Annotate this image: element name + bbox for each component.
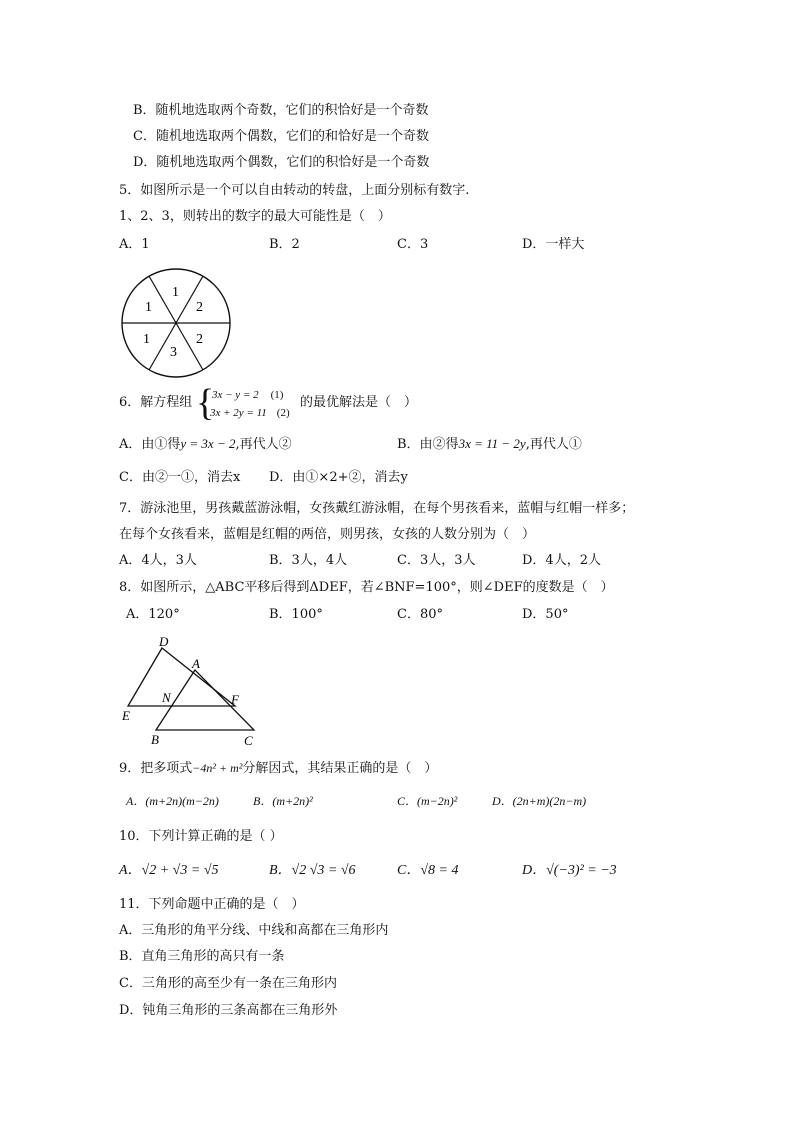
q11-option-d: D．钝角三角形的三条高都在三角形外 xyxy=(119,1003,338,1018)
q8-option-c: C．80° xyxy=(397,607,443,622)
q8-option-d: D．50° xyxy=(522,607,569,622)
q7-option-b: B．3人，4人 xyxy=(269,553,348,568)
q10-stem: 10．下列计算正确的是（ ） xyxy=(119,829,283,844)
q8-stem: 8．如图所示，△ABC平移后得到ΔDEF，若∠BNF=100°，则∠DEF的度数是（ ） xyxy=(119,580,614,595)
q11-option-c: C．三角形的高至少有一条在三角形内 xyxy=(119,976,337,991)
q5-option-c: C．3 xyxy=(397,237,429,252)
q9-stem: 9．把多项式−4n² + m²分解因式，其结果正确的是（ ） xyxy=(119,761,438,776)
wheel-sector-lower-right: 2 xyxy=(196,332,203,347)
q9-option-d: D．(2n+m)(2n−m) xyxy=(492,794,587,808)
label-c: C xyxy=(244,733,253,748)
q7-stem-line2: 在每个女孩看来，蓝帽是红帽的两倍，则男孩，女孩的人数分别为（ ） xyxy=(119,527,536,542)
q8-option-a: A．120° xyxy=(126,607,180,622)
wheel-sector-upper-left: 1 xyxy=(145,300,152,315)
label-a: A xyxy=(192,656,200,671)
q9-option-a: A．(m+2n)(m−2n) xyxy=(126,794,219,808)
q11-option-b: B．直角三角形的高只有一条 xyxy=(119,949,285,964)
label-f: F xyxy=(231,692,239,707)
triangle-abc xyxy=(156,670,254,730)
q11-stem: 11．下列命题中正确的是（ ） xyxy=(119,897,305,912)
q7-option-c: C．3人，3人 xyxy=(397,553,476,568)
q6-equation-2: 3x + 2y = 11 (2) xyxy=(210,407,290,419)
q6-stem-suffix: 的最优解法是（ ） xyxy=(300,395,418,410)
q7-option-a: A．4人，3人 xyxy=(119,553,197,568)
q10-option-a: A．√2 + √3 = √5 xyxy=(119,863,219,878)
q11-option-a: A．三角形的角平分线、中线和高都在三角形内 xyxy=(119,923,389,938)
q9-option-c: C．(m−2n)² xyxy=(397,794,458,808)
label-e: E xyxy=(122,708,130,723)
wheel-sector-top: 1 xyxy=(172,285,179,300)
triangle-def xyxy=(128,648,235,706)
q5-stem-line2: 1、2、3，则转出的数字的最大可能性是（ ） xyxy=(119,209,391,224)
label-b: B xyxy=(151,732,159,747)
label-d: D xyxy=(159,634,169,649)
translated-triangles-figure xyxy=(118,632,268,750)
q5-option-b: B．2 xyxy=(269,237,300,252)
q4-option-d: D．随机地选取两个偶数，它们的积恰好是一个奇数 xyxy=(133,155,430,170)
spinner-wheel-figure xyxy=(120,268,232,380)
wheel-sector-lower-left: 1 xyxy=(143,332,150,347)
label-n: N xyxy=(162,690,171,705)
wheel-sector-upper-right: 2 xyxy=(196,300,203,315)
q4-option-b: B．随机地选取两个奇数，它们的积恰好是一个奇数 xyxy=(133,103,429,118)
q5-option-a: A．1 xyxy=(119,237,150,252)
q6-option-b: B．由②得3x = 11 − 2y,再代人① xyxy=(397,436,582,452)
q6-option-a: A．由①得y = 3x − 2,再代人② xyxy=(119,436,292,452)
q8-option-b: B．100° xyxy=(269,607,323,622)
q6-option-c: C．由②一①，消去x xyxy=(119,470,241,485)
q6-equation-1: 3x − y = 2 (1) xyxy=(212,389,284,401)
q7-stem-line1: 7．游泳池里，男孩戴蓝游泳帽，女孩戴红游泳帽，在每个男孩看来，蓝帽与红帽一样多； xyxy=(119,501,635,516)
q7-option-d: D．4人，2人 xyxy=(522,553,601,568)
q5-stem-line1: 5．如图所示是一个可以自由转动的转盘，上面分别标有数字. xyxy=(119,183,470,198)
q6-stem-prefix: 6．解方程组 xyxy=(119,395,193,410)
q9-option-b: B．(m+2n)² xyxy=(253,794,313,808)
q10-option-c: C．√8 = 4 xyxy=(397,863,459,878)
q5-option-d: D．一样大 xyxy=(522,237,585,252)
wheel-sector-bottom: 3 xyxy=(170,345,177,360)
q6-option-d: D．由①×2+②，消去y xyxy=(269,470,408,485)
q4-option-c: C．随机地选取两个偶数，它们的和恰好是一个奇数 xyxy=(133,129,429,144)
equation-system-brace: { xyxy=(196,382,215,424)
q10-option-d: D．√(−3)² = −3 xyxy=(522,863,617,878)
q10-option-b: B．√2 √3 = √6 xyxy=(269,863,356,878)
